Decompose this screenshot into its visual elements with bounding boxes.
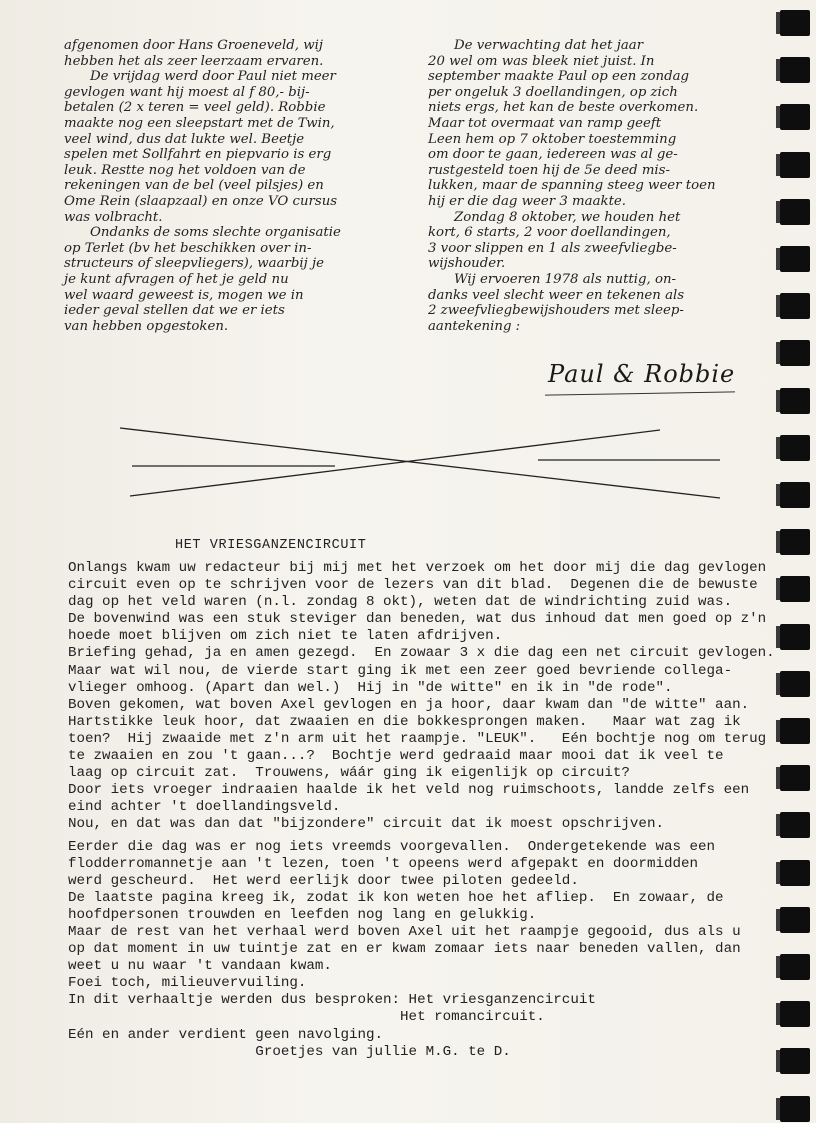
article-line: In dit verhaaltje werden dus besproken: Het vriesganzencircuit <box>68 992 596 1009</box>
article-line: te zwaaien en zou 't gaan...? Bochtje werd gedraaid maar mooi dat ik veel te <box>68 748 724 765</box>
binding-ring <box>780 1096 810 1122</box>
binding-ring <box>780 388 810 414</box>
binding-ring <box>780 812 810 838</box>
article-line: De bovenwind was een stuk steviger dan beneden, wat dus inhoud dat men goed op z'n <box>68 611 767 628</box>
binding-ring <box>780 624 810 650</box>
handwritten-line: betalen (2 x teren = veel geld). Robbie <box>64 100 326 116</box>
spiral-binding <box>766 0 816 1123</box>
binding-ring <box>780 954 810 980</box>
section-divider-cross <box>120 420 730 520</box>
binding-ring <box>780 907 810 933</box>
handwritten-line: De verwachting dat het jaar <box>454 38 644 53</box>
divider-line <box>120 428 720 498</box>
handwritten-line: Zondag 8 oktober, we houden het <box>454 209 681 225</box>
handwritten-line: je kunt afvragen of het je geld nu <box>64 271 289 287</box>
article-title: HET VRIESGANZENCIRCUIT <box>175 538 367 553</box>
handwritten-line: om door te gaan, iedereen was al ge- <box>428 147 678 163</box>
binding-ring <box>780 860 810 886</box>
binding-ring <box>780 199 810 225</box>
handwritten-line: per ongeluk 3 doellandingen, op zich <box>428 84 678 100</box>
handwritten-line: leuk. Restte nog het voldoen van de <box>64 162 306 178</box>
handwritten-line: maakte nog een sleepstart met de Twin, <box>64 115 335 131</box>
handwritten-line: kort, 6 starts, 2 voor doellandingen, <box>428 225 671 241</box>
handwritten-line: hebben het als zeer leerzaam ervaren. <box>64 53 324 69</box>
handwritten-line: 20 wel om was bleek niet juist. In <box>428 53 655 69</box>
binding-ring <box>780 435 810 461</box>
handwritten-line: afgenomen door Hans Groeneveld, wij <box>64 38 323 53</box>
binding-ring <box>780 671 810 697</box>
article-line: Eerder die dag was er nog iets vreemds voorgevallen. Ondergetekende was een <box>68 838 716 855</box>
binding-ring <box>780 529 810 555</box>
article-line: Briefing gehad, ja en amen gezegd. En zowaar 3 x die dag een net circuit gevlogen. <box>68 645 775 662</box>
handwritten-line: structeurs of sleepvliegers), waarbij je <box>64 256 324 272</box>
article-line: Eén en ander verdient geen navolging. <box>68 1026 384 1043</box>
binding-ring <box>780 576 810 602</box>
binding-ring <box>780 765 810 791</box>
article-line: werd gescheurd. Het werd eerlijk door twee piloten gedeeld. <box>68 872 579 889</box>
handwritten-line: De vrijdag werd door Paul niet meer <box>90 69 336 85</box>
article-line: De laatste pagina kreeg ik, zodat ik kon weten hoe het afliep. En zowaar, de <box>68 889 724 906</box>
handwritten-line: wel waard geweest is, mogen we in <box>64 287 304 303</box>
article-line: Groetjes van jullie M.G. te D. <box>68 1043 511 1060</box>
handwritten-line: 2 zweefvliegbewijshouders met sleep- <box>428 303 684 319</box>
handwritten-line: Wij ervoeren 1978 als nuttig, on- <box>454 271 677 287</box>
handwritten-line: Maar tot overmaat van ramp geeft <box>428 115 662 131</box>
handwritten-line: niets ergs, het kan de beste overkomen. <box>428 100 699 116</box>
article-line: flodderromannetje aan 't lezen, toen 't opeens werd afgepakt en doormidden <box>68 855 699 872</box>
handwritten-line: lukken, maar de spanning steeg weer toen <box>428 178 716 194</box>
article-line: Boven gekomen, wat boven Axel gevlogen en ja hoor, daar kwam dan "de witte" aan. <box>68 696 750 713</box>
handwritten-line: van hebben opgestoken. <box>64 318 229 334</box>
article-line: weet u nu waar 't vandaan kwam. <box>68 958 332 975</box>
binding-ring <box>780 104 810 130</box>
article-line: Hartstikke leuk hoor, dat zwaaien en die bokkesprongen maken. Maar wat zag ik <box>68 713 741 730</box>
handwritten-line: veel wind, dus dat lukte wel. Beetje <box>64 131 305 147</box>
article-line: Onlangs kwam uw redacteur bij mij met het verzoek om het door mij die dag gevlogen <box>68 560 767 576</box>
article-line: Het romancircuit. <box>68 1009 545 1026</box>
handwritten-line: spelen met Sollfahrt en piepvario is erg <box>64 147 332 163</box>
binding-ring <box>780 1001 810 1027</box>
binding-ring <box>780 10 810 36</box>
handwritten-right-column <box>428 38 716 334</box>
article-line: laag op circuit zat. Trouwens, wáár ging ik eigenlijk op circuit? <box>68 765 630 782</box>
handwritten-left-column <box>64 38 341 334</box>
article-line: op dat moment in uw tuintje zat en er kwam zomaar iets naar beneden vallen, dan <box>68 941 741 958</box>
article-line: eind achter 't doellandingsveld. <box>68 799 341 816</box>
article-line: Door iets vroeger indraaien haalde ik het veld nog ruimschoots, landde zelfs een <box>68 782 750 799</box>
divider-line <box>130 430 660 496</box>
binding-ring <box>780 482 810 508</box>
article-line: vlieger omhoog. (Apart dan wel.) Hij in "de witte" en ik in "de rode". <box>68 679 673 696</box>
handwritten-line: was volbracht. <box>64 209 163 225</box>
handwritten-line: rekeningen van de bel (veel pilsjes) en <box>64 178 324 194</box>
binding-ring <box>780 246 810 272</box>
article-line: hoede moet blijven om zich niet te laten afdrijven. <box>68 628 503 645</box>
article-line: Maar wat wil nou, de vierde start ging ik met een zeer goed bevriende collega- <box>68 662 733 679</box>
binding-ring <box>780 152 810 178</box>
binding-ring <box>780 718 810 744</box>
article-line: hoofdpersonen trouwden en leefden nog lang en gelukkig. <box>68 906 537 923</box>
signature-underline <box>545 391 735 395</box>
handwritten-line: Ome Rein (slaapzaal) en onze VO cursus <box>64 193 338 209</box>
handwritten-line: september maakte Paul op een zondag <box>428 69 690 85</box>
binding-ring <box>780 340 810 366</box>
binding-ring <box>780 293 810 319</box>
handwritten-line: Ondanks de soms slechte organisatie <box>90 225 341 241</box>
handwritten-line: rustgesteld toen hij de 5e deed mis- <box>428 162 670 178</box>
article-line: dag op het veld waren (n.l. zondag 8 okt), weten dat de windrichting zuid was. <box>68 594 733 611</box>
article-line: circuit even op te schrijven voor de lezers van dit blad. Degenen die de bewuste <box>68 577 758 594</box>
handwritten-line: 3 voor slippen en 1 als zweefvliegbe- <box>428 240 677 256</box>
binding-ring <box>780 57 810 83</box>
handwritten-line: wijshouder. <box>428 256 506 272</box>
article-line: toen? Hij zwaaide met z'n arm uit het raampje. "LEUK". Eén bochtje nog om terug <box>68 730 767 747</box>
handwritten-line: gevlogen want hij moest al f 80,- bij- <box>64 84 310 100</box>
handwritten-line: Leen hem op 7 oktober toestemming <box>428 131 677 147</box>
binding-ring <box>780 1048 810 1074</box>
article-line: Foei toch, milieuvervuiling. <box>68 975 307 992</box>
article-line: Nou, en dat was dan dat "bijzondere" circuit dat ik moest opschrijven. <box>68 816 664 833</box>
handwritten-line: op Terlet (bv het beschikken over in- <box>64 240 312 256</box>
signature: Paul & Robbie <box>548 360 736 388</box>
handwritten-line: aantekening : <box>428 318 521 334</box>
handwritten-line: danks veel slecht weer en tekenen als <box>428 287 685 303</box>
article-body <box>68 560 775 1061</box>
handwritten-line: hij er die dag weer 3 maakte. <box>428 193 627 209</box>
article-line: Maar de rest van het verhaal werd boven Axel uit het raampje gegooid, dus als u <box>68 923 741 940</box>
handwritten-line: ieder geval stellen dat we er iets <box>64 303 285 319</box>
